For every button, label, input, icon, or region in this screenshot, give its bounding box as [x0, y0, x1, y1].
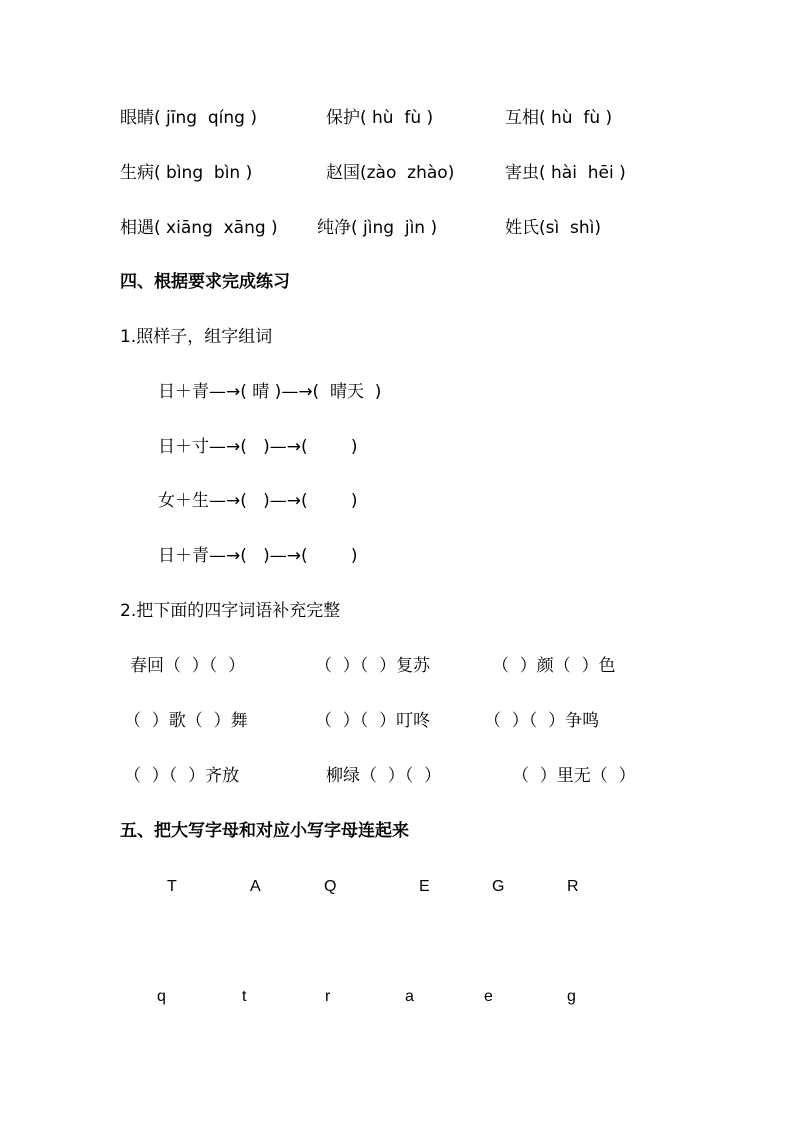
- pinyin-item: 姓氏(sì shì): [505, 218, 602, 238]
- uppercase-letter: Q: [324, 878, 337, 895]
- lowercase-letter: q: [157, 988, 166, 1005]
- idiom-item: （ ）里无（ ）: [512, 766, 636, 786]
- idiom-item: （ ）（ ）复苏: [315, 656, 431, 676]
- lowercase-letter: g: [567, 988, 576, 1005]
- question-2-title: 2.把下面的四字词语补充完整: [120, 601, 341, 621]
- uppercase-letter: G: [492, 878, 505, 895]
- idiom-item: 柳绿（ ）（ ）: [326, 766, 442, 786]
- lowercase-letter: a: [405, 988, 414, 1005]
- pinyin-item: 保护( hù fù ): [326, 108, 434, 128]
- lowercase-letter: t: [242, 988, 247, 1005]
- pinyin-item: 互相( hù fù ): [505, 108, 613, 128]
- lowercase-letter: r: [325, 988, 331, 1005]
- idiom-item: 春回（ ）（ ）: [130, 656, 246, 676]
- pinyin-item: 生病( bìng bìn ): [120, 163, 253, 183]
- idiom-item: （ ）颜（ ）色: [492, 656, 616, 676]
- uppercase-letter: T: [167, 878, 177, 895]
- pinyin-item: 害虫( hài hēi ): [505, 163, 626, 183]
- compose-row: 女＋生—→( )—→( ): [158, 491, 358, 511]
- question-1-title: 1.照样子，组字组词: [120, 327, 273, 347]
- uppercase-letter: R: [567, 878, 579, 895]
- section-5-title: 五、把大写字母和对应小写字母连起来: [120, 821, 409, 841]
- uppercase-letter: E: [419, 878, 430, 895]
- compose-row: 日＋寸—→( )—→( ): [158, 437, 358, 457]
- compose-row: 日＋青—→( 晴 )—→( 晴天 ): [158, 382, 382, 402]
- idiom-item: （ ）（ ）齐放: [124, 766, 240, 786]
- idiom-item: （ ）（ ）叮咚: [315, 711, 431, 731]
- section-4-title: 四、根据要求完成练习: [120, 272, 290, 292]
- pinyin-item: 相遇( xiāng xāng ): [120, 218, 278, 238]
- lowercase-letter: e: [484, 988, 493, 1005]
- pinyin-item: 眼睛( jīng qíng ): [120, 108, 257, 128]
- uppercase-letter: A: [250, 878, 261, 895]
- pinyin-item: 纯净( jìng jìn ): [317, 218, 438, 238]
- compose-row: 日＋青—→( )—→( ): [158, 546, 358, 566]
- idiom-item: （ ）（ ）争鸣: [484, 711, 600, 731]
- idiom-item: （ ）歌（ ）舞: [124, 711, 248, 731]
- pinyin-item: 赵国(zào zhào): [326, 163, 455, 183]
